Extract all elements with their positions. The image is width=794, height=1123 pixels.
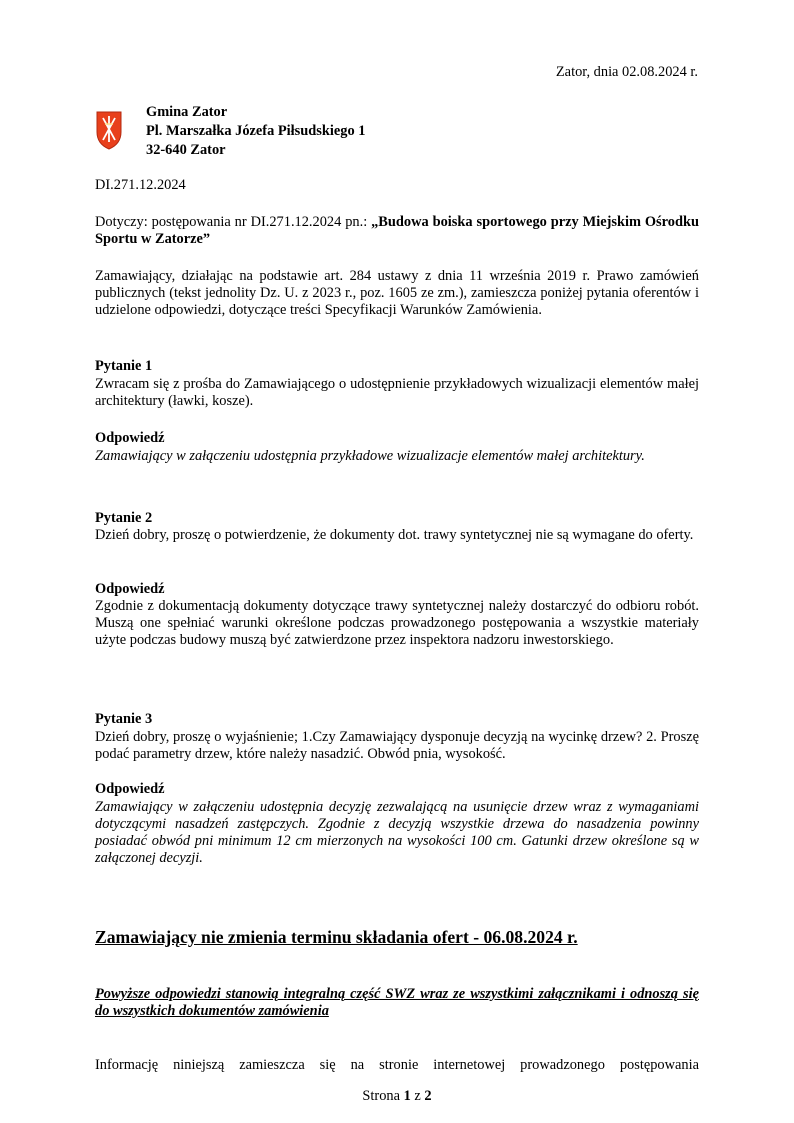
- question-label: Pytanie 3: [95, 711, 153, 727]
- intro-paragraph: Zamawiający, działając na podstawie art. 284 ustawy z dnia 11 września 2019 r. Prawo zamówień publicznych (tekst jednolity Dz. U. z 2023 r., poz. 1605 ze zm.), zamieszcza poniżej pytania oferentów i udzielone odpowiedzi, dotyczące treści Specyfikacji Warunków Zamówienia.: [95, 268, 699, 318]
- question-label: Pytanie 2: [95, 510, 153, 526]
- answer-text: Zgodnie z dokumentacją dokumenty dotyczące trawy syntetycznej należy dostarczyć do odbioru robót. Muszą one spełniać warunki określone podczas prowadzonego postępowania a wszystkie materiały użyte podczas budowy muszą być zatwierdzone przez inspektora nadzoru inwestorskiego.: [95, 598, 699, 648]
- address-line: Gmina Zator: [146, 104, 228, 120]
- coat-of-arms-icon: [96, 110, 122, 150]
- answer-label: Odpowiedź: [95, 781, 165, 797]
- answer-label: Odpowiedź: [95, 430, 165, 446]
- answer-text: Zamawiający w załączeniu udostępnia przykładowe wizualizacje elementów małej architektury.: [95, 448, 645, 464]
- integral-notice: Powyższe odpowiedzi stanowią integralną część SWZ wraz ze wszystkimi załącznikami i odnoszą się do wszystkich dokumentów zamówienia: [95, 986, 699, 1019]
- info-line: Informację niniejszą zamieszcza się na stronie internetowej prowadzonego postępowania: [95, 1057, 699, 1073]
- question-label: Pytanie 1: [95, 358, 153, 374]
- issuer-address: [146, 104, 365, 161]
- question-text: Dzień dobry, proszę o wyjaśnienie; 1.Czy Zamawiający dysponuje decyzją na wycinkę drzew? 2. Proszę podać parametry drzew, które należy nasadzić. Obwód pnia, wysokość.: [95, 729, 699, 762]
- subject: [95, 214, 699, 248]
- answer-label: Odpowiedź: [95, 581, 165, 597]
- address-line: Pl. Marszałka Józefa Piłsudskiego 1: [146, 123, 366, 139]
- subject-prefix: Dotyczy: postępowania nr DI.271.12.2024 pn.:: [95, 214, 372, 230]
- page-number: [0, 1088, 794, 1105]
- subject-title: „Budowa boiska sportowego przy Miejskim Ośrodku Sportu w Zatorze”: [95, 214, 699, 247]
- page-total: 2: [424, 1088, 432, 1104]
- question-text: Dzień dobry, proszę o potwierdzenie, że dokumenty dot. trawy syntetycznej nie są wymagane do oferty.: [95, 527, 694, 543]
- deadline-notice: Zamawiający nie zmienia terminu składania ofert - 06.08.2024 r.: [95, 927, 578, 947]
- document-date: Zator, dnia 02.08.2024 r.: [555, 64, 698, 80]
- answer-text: Zamawiający w załączeniu udostępnia decyzję zezwalającą na usunięcie drzew wraz z wymaganiami dotyczącymi nasadzeń zastępczych. Zgodnie z decyzją wszystkie drzewa do nasadzenia powinny posiadać obwód pni minimum 12 cm mierzonych na wysokości 100 cm. Gatunki drzew określone są w załączonej decyzji.: [95, 799, 699, 866]
- question-text: Zwracam się z prośba do Zamawiającego o udostępnienie przykładowych wizualizacji elementów małej architektury (ławki, kosze).: [95, 376, 699, 409]
- page-prefix: Strona: [362, 1088, 404, 1104]
- page-middle: z: [410, 1088, 425, 1104]
- reference-number: DI.271.12.2024: [95, 177, 186, 193]
- address-line: 32-640 Zator: [146, 142, 226, 158]
- page-current: 1: [403, 1088, 411, 1104]
